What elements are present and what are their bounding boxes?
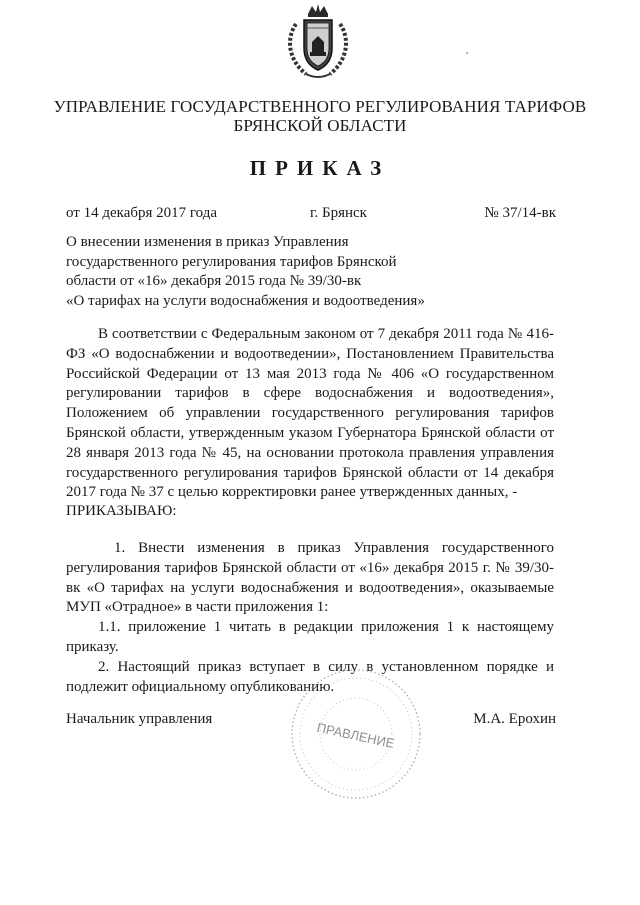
order-word: ПРИКАЗЫВАЮ:: [66, 503, 177, 519]
document-subject: [66, 233, 425, 311]
order-item-2: 2. Настоящий приказ вступает в силу в установленном порядке и подлежит официальному опубликованию.: [66, 658, 554, 695]
official-stamp: [286, 664, 426, 804]
preamble-paragraph: В соответствии с Федеральным законом от 7 декабря 2011 года № 416-ФЗ «О водоснабжении и водоотведении», Постановлением Правительства Российской Федерации от 13 мая 2013 года № 406 «О государственном регулировании тарифов в сфере водоснабжения и водоотведения», Положением об управлении государственного регулирования тарифов Брянской области, утвержденным указом Губернатора Брянской области от 28 января 2013 года № 45, на основании протокола правления управления государственного регулирования тарифов Брянской области от 14 декабря 2017 года № 37 с целью корректировки ранее утвержденных данных, -: [66, 326, 554, 501]
order-item-1: 1. Внести изменения в приказ Управления государственного регулирования тарифов Брянской области от «16» декабря 2015 г. № 39/30-вк «О тарифах на услуги водоснабжения и водоотведения», оказываемые МУП «Отрадное» в части приложения 1:: [66, 540, 554, 616]
document-title: ПРИКАЗ: [249, 156, 391, 180]
coat-of-arms-emblem: [276, 2, 360, 82]
order-item-1-1: 1.1. приложение 1 читать в редакции приложения 1 к настоящему приказу.: [66, 619, 554, 655]
signatory-position: Начальник управления: [66, 711, 213, 727]
document-city: г. Брянск: [310, 205, 367, 221]
document-number: № 37/14-вк: [484, 205, 556, 221]
stamp-text: ПРАВЛЕНИЕ: [315, 719, 396, 752]
subject-line: области от «16» декабря 2015 года № 39/30-вк: [66, 273, 362, 289]
document-date: от 14 декабря 2017 года: [66, 205, 218, 221]
subject-line: О внесении изменения в приказ Управления: [66, 234, 349, 250]
organization-name-line1: УПРАВЛЕНИЕ ГОСУДАРСТВЕННОГО РЕГУЛИРОВАНИЯ ТАРИФОВ: [53, 97, 587, 116]
preamble-section: [66, 325, 554, 503]
subject-line: «О тарифах на услуги водоснабжения и водоотведения»: [66, 292, 425, 309]
subject-line: государственного регулирования тарифов Брянской: [66, 253, 397, 270]
organization-name-line2: БРЯНСКОЙ ОБЛАСТИ: [233, 116, 407, 135]
signatory-name: М.А. Ерохин: [473, 711, 556, 727]
scan-speck: [466, 52, 468, 54]
